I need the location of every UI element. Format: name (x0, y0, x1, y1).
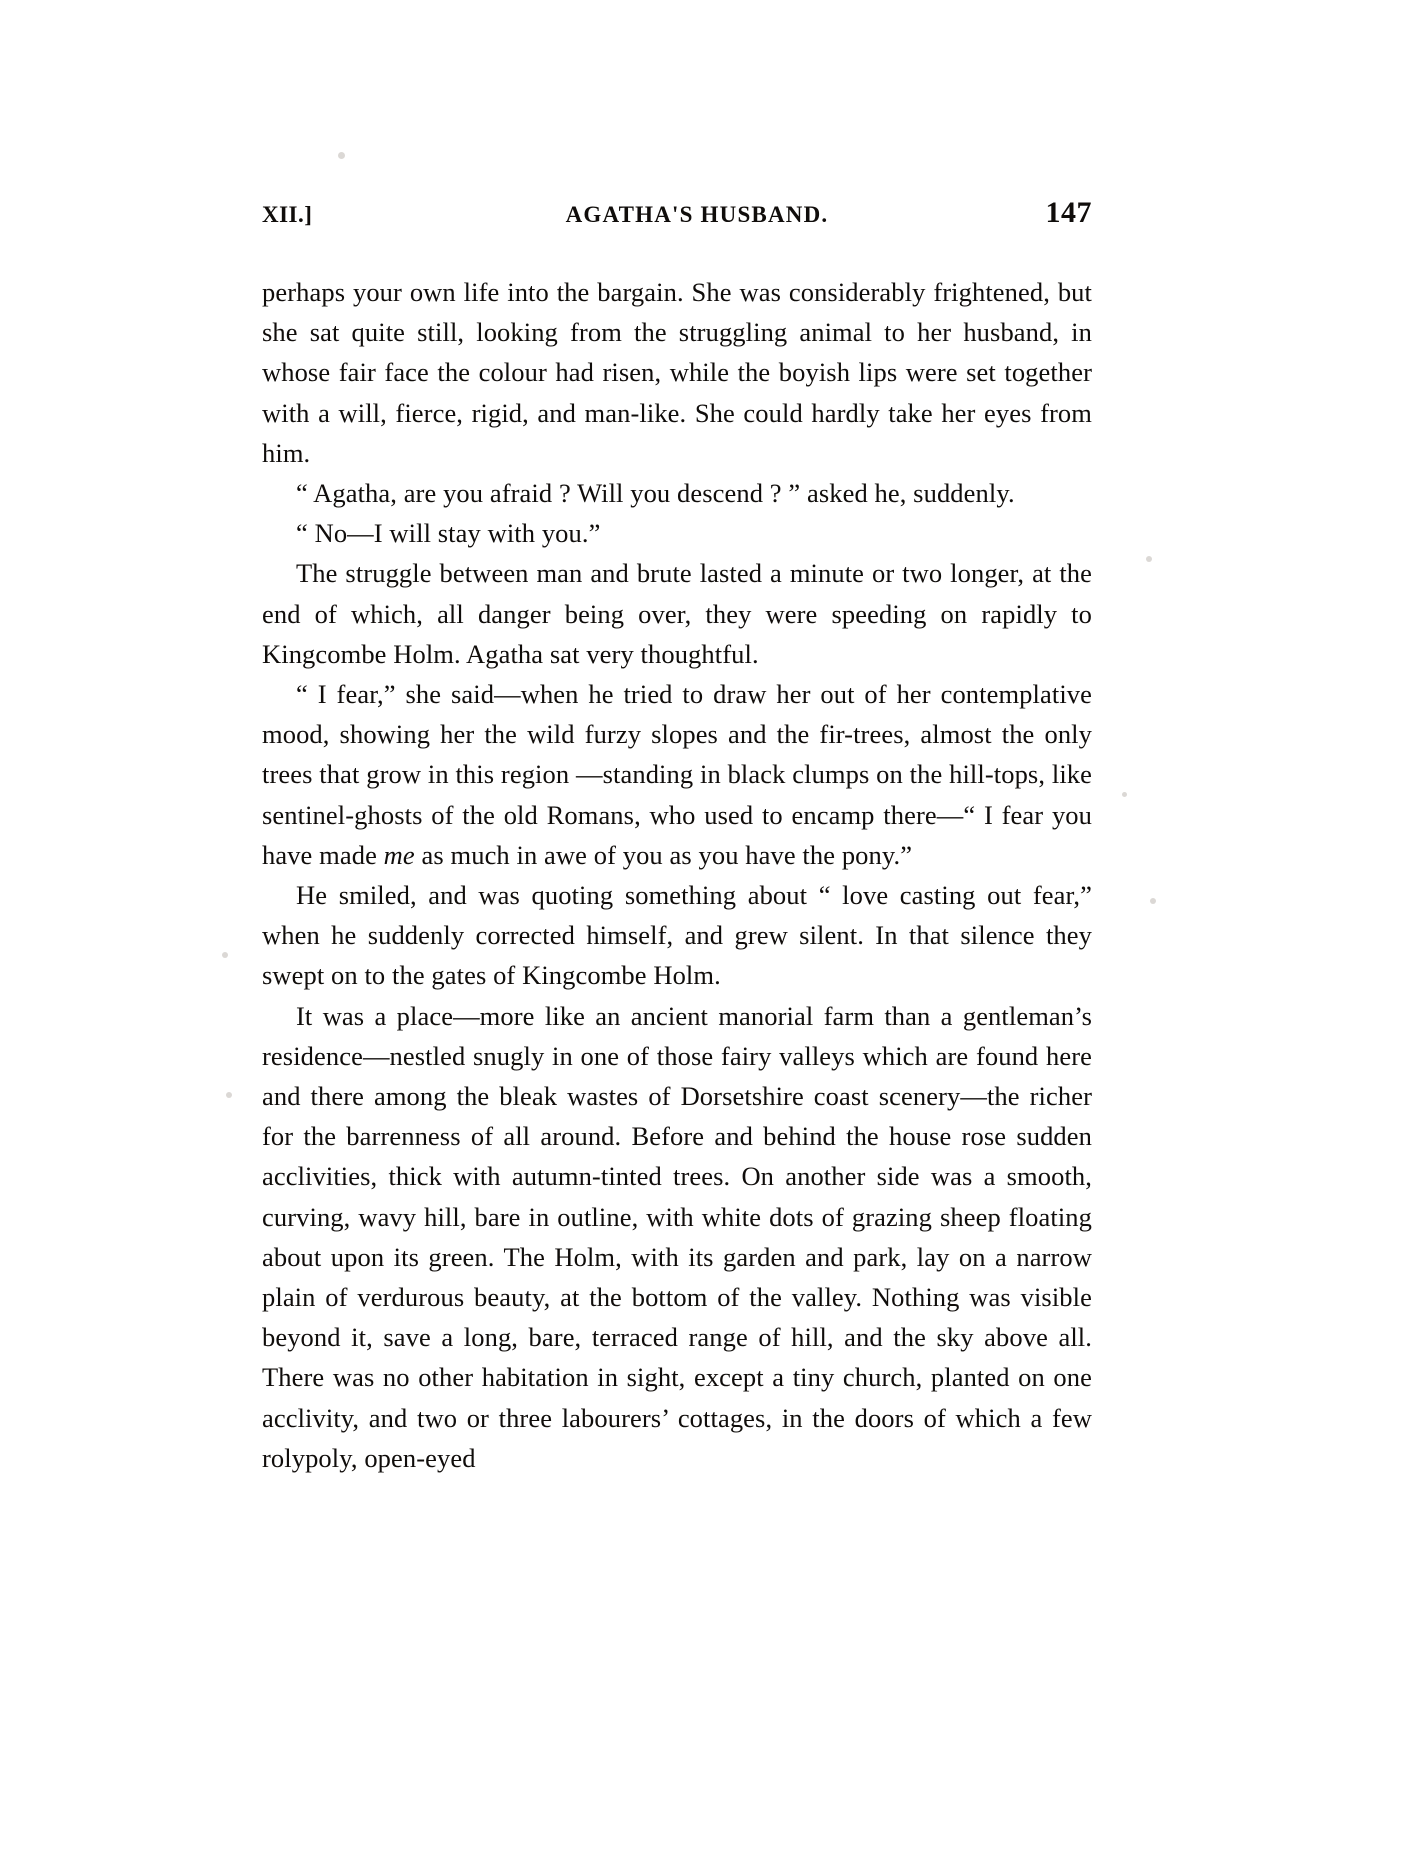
chapter-mark: XII.] (262, 202, 313, 227)
paragraph: It was a place—more like an ancient manorial farm than a gentleman’s residence—nestled snugly in one of those fairy valleys which are found here and there among the bleak wastes of Dorsetshire coast scenery—the richer for the barrenness of all around. Before and behind the house rose sudden acclivities, thick with autumn-tinted trees. On another side was a smooth, curving, wavy hill, bare in outline, with white dots of grazing sheep floating about upon its green. The Holm, with its garden and park, lay on a narrow plain of verdurous beauty, at the bottom of the valley. Nothing was visible beyond it, save a long, bare, terraced range of hill, and the sky above all. There was no other habitation in sight, except a tiny church, planted on one acclivity, and two or three labourers’ cottages, in the doors of which a few rolypoly, open-eyed (262, 1000, 1092, 1473)
scan-speck (226, 1092, 232, 1098)
scan-speck (338, 152, 345, 159)
paragraph: The struggle between man and brute lasted a minute or two longer, at the end of which, all danger being over, they were speeding on rapidly to Kingcombe Holm. Agatha sat very thoughtful. (262, 558, 1092, 669)
body-text (262, 272, 1092, 1478)
paragraph: He smiled, and was quoting something about “ love casting out fear,” when he suddenly corrected himself, and grew silent. In that silence they swept on to the gates of Kingcombe Holm. (262, 880, 1092, 991)
paragraph: perhaps your own life into the bargain. She was considerably frightened, but she sat quite still, looking from the struggling animal to her husband, in whose fair face the colour had risen, while the boyish lips were set together with a will, fierce, rigid, and man-like. She could hardly take her eyes from him. (262, 277, 1092, 468)
scan-speck (1150, 898, 1156, 904)
scan-speck (1122, 792, 1127, 797)
page-content (262, 196, 1092, 1478)
running-title: AGATHA'S HUSBAND. (565, 202, 829, 227)
paragraph: “ Agatha, are you afraid ? Will you descend ? ” asked he, suddenly. (296, 478, 1015, 509)
scan-speck (1146, 556, 1152, 562)
paragraph-part: as much in awe of you as you have the pony.” (414, 839, 913, 870)
paragraph-rich (262, 674, 1092, 875)
paragraph-part: “ I fear,” she said—when he tried to draw her out of her contemplative mood, showing her the wild furzy slopes and the fir-trees, almost the only trees that grow in this region —standing in black clumps on the hill-tops, like sentinel-ghosts of the old Romans, who used to encamp there—“ I fear you have made (262, 679, 1092, 870)
page-header (262, 196, 1092, 230)
paragraph-part-emphasis: me (383, 839, 415, 870)
paragraph: “ No—I will stay with you.” (296, 518, 601, 549)
scan-speck (222, 952, 228, 958)
page-number: 147 (1045, 196, 1092, 229)
